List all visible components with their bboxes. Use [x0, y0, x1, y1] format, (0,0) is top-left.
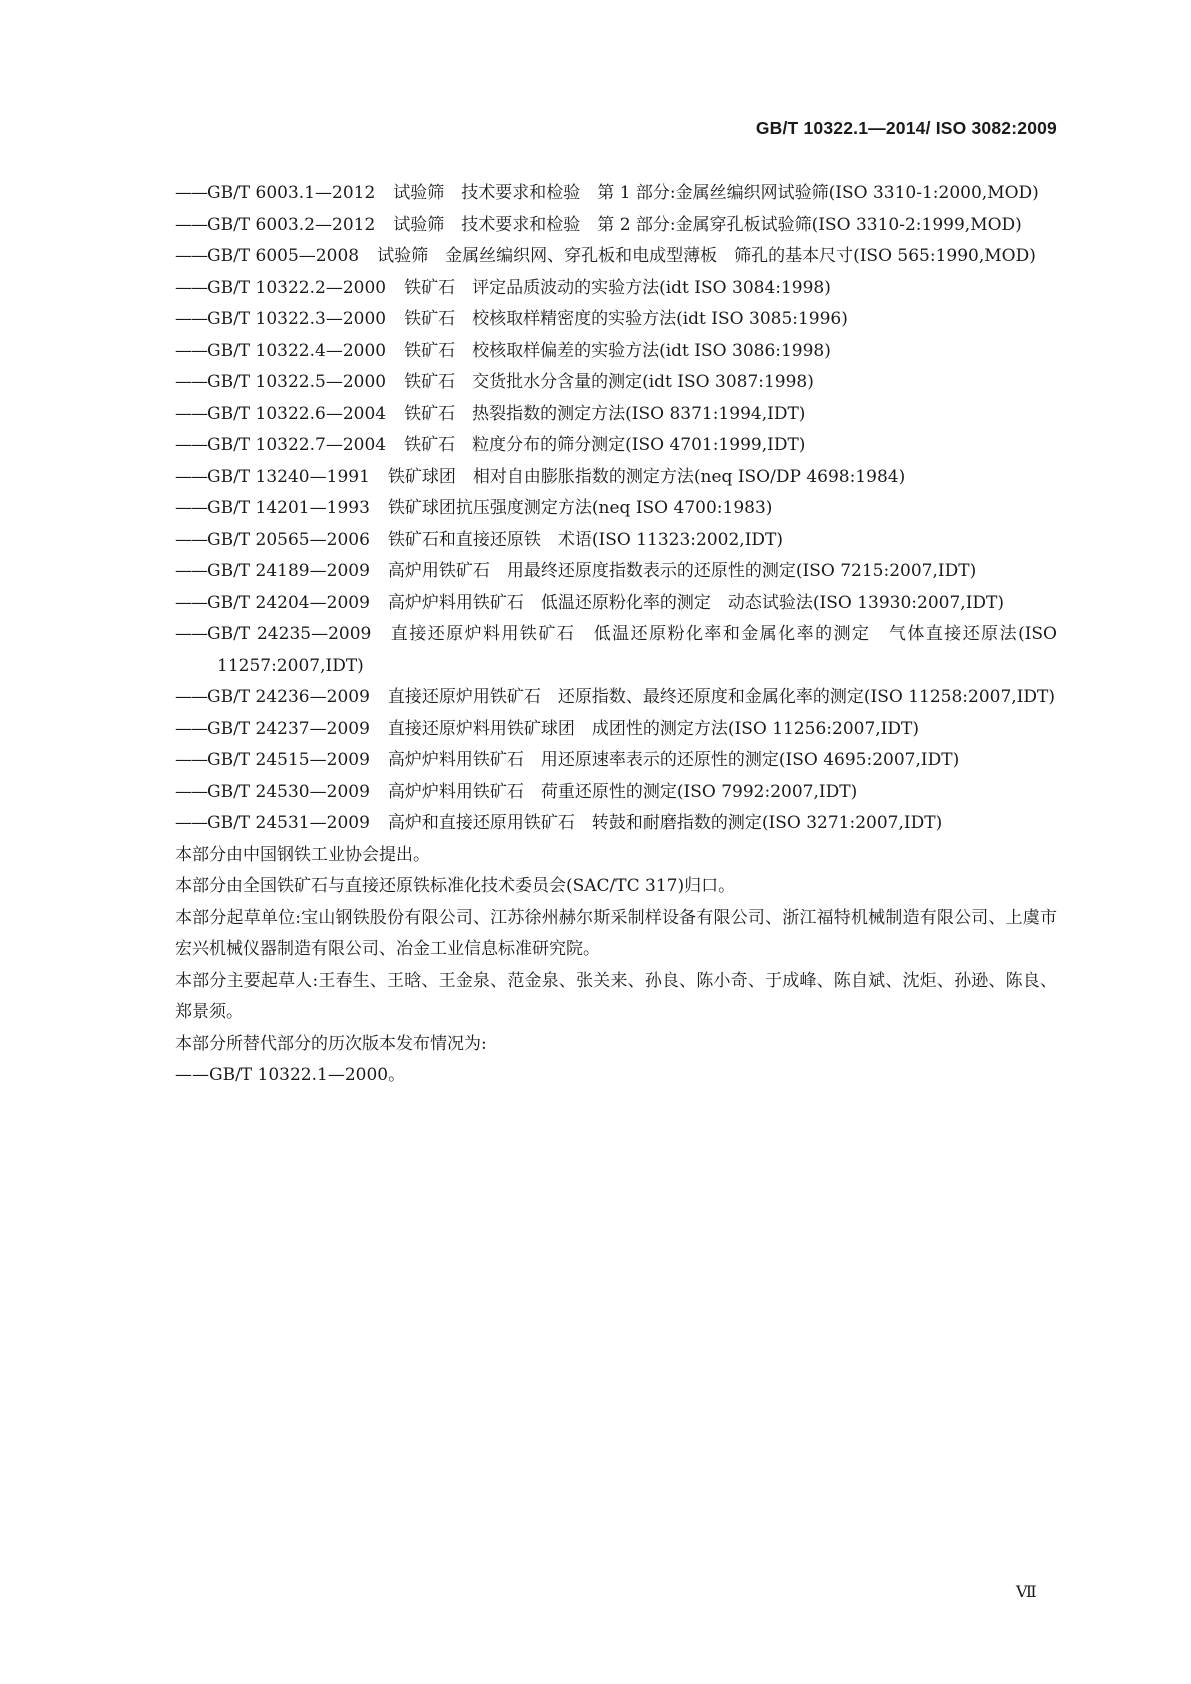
reference-code: GB/T 10322.7—2004 [207, 435, 387, 455]
reference-code: GB/T 24530—2009 [207, 781, 370, 802]
reference-code: GB/T 14201—1993 [207, 498, 370, 518]
reference-item [175, 367, 1057, 399]
reference-title: 直接还原炉用铁矿石 还原指数、最终还原度和金属化率的测定(ISO 11258:2007,IDT) [387, 687, 1056, 707]
reference-code: GB/T 24235—2009 [207, 624, 372, 644]
reference-title: 铁矿球团抗压强度测定方法(neq ISO 4700:1983) [387, 498, 773, 518]
reference-code: GB/T 20565—2006 [207, 529, 370, 550]
reference-code: GB/T 24531—2009 [207, 813, 370, 833]
reference-dash: —— [175, 372, 207, 392]
reference-code: GB/T 10322.5—2000 [207, 372, 387, 392]
reference-code: GB/T 6003.1—2012 [207, 183, 376, 203]
reference-item [175, 493, 1057, 525]
reference-item [175, 399, 1057, 431]
paragraph-proposer: 本部分由中国钢铁工业协会提出。 [175, 844, 430, 865]
reference-item [175, 273, 1057, 305]
reference-item [175, 682, 1057, 714]
reference-item [175, 556, 1057, 588]
reference-code: GB/T 6005—2008 [207, 246, 360, 266]
reference-title: 直接还原炉料用铁矿石 低温还原粉化率和金属化率的测定 气体直接还原法(ISO 11257:2007,IDT) [217, 624, 1057, 676]
reference-item [175, 714, 1057, 746]
reference-item [175, 304, 1057, 336]
paragraph-centralized: 本部分由全国铁矿石与直接还原铁标准化技术委员会(SAC/TC 317)归口。 [175, 876, 736, 896]
reference-dash: —— [175, 561, 207, 581]
reference-item [175, 462, 1057, 494]
reference-title: 铁矿石 交货批水分含量的测定(idt ISO 3087:1998) [404, 372, 814, 392]
reference-dash: —— [175, 529, 207, 550]
document-body [175, 178, 1057, 1092]
reference-title: 高炉炉料用铁矿石 低温还原粉化率的测定 动态试验法(ISO 13930:2007,IDT) [387, 592, 1005, 613]
reference-code: GB/T 24237—2009 [207, 718, 370, 739]
reference-item [175, 241, 1057, 273]
reference-list [175, 178, 1057, 840]
reference-code: GB/T 10322.3—2000 [207, 309, 387, 329]
reference-dash: —— [175, 435, 207, 455]
reference-title: 直接还原炉料用铁矿球团 成团性的测定方法(ISO 11256:2007,IDT) [387, 718, 920, 739]
reference-dash: —— [175, 750, 207, 770]
reference-item [175, 619, 1057, 682]
page-number: Ⅶ [1016, 1582, 1037, 1601]
reference-code: GB/T 24204—2009 [207, 592, 370, 613]
reference-title: 试验筛 技术要求和检验 第 1 部分:金属丝编织网试验筛(ISO 3310-1:2000,MOD) [393, 183, 1039, 203]
reference-title: 试验筛 金属丝编织网、穿孔板和电成型薄板 筛孔的基本尺寸(ISO 565:1990,MOD) [377, 246, 1036, 266]
reference-dash: —— [175, 277, 207, 298]
reference-code: GB/T 10322.4—2000 [207, 340, 387, 361]
reference-title: 铁矿球团 相对自由膨胀指数的测定方法(neq ISO/DP 4698:1984) [387, 466, 906, 487]
reference-dash: —— [175, 246, 207, 266]
reference-code: GB/T 24515—2009 [207, 750, 370, 770]
reference-dash: —— [175, 183, 207, 203]
reference-title: 试验筛 技术要求和检验 第 2 部分:金属穿孔板试验筛(ISO 3310-2:1999,MOD) [393, 214, 1022, 235]
reference-title: 高炉用铁矿石 用最终还原度指数表示的还原性的测定(ISO 7215:2007,IDT) [387, 561, 977, 581]
paragraph-history-intro: 本部分所替代部分的历次版本发布情况为: [175, 1033, 487, 1054]
reference-title: 高炉炉料用铁矿石 荷重还原性的测定(ISO 7992:2007,IDT) [387, 781, 858, 802]
reference-title: 高炉炉料用铁矿石 用还原速率表示的还原性的测定(ISO 4695:2007,IDT) [387, 750, 960, 770]
reference-item [175, 777, 1057, 809]
reference-dash: —— [175, 403, 207, 424]
reference-title: 铁矿石 粒度分布的筛分测定(ISO 4701:1999,IDT) [404, 435, 806, 455]
reference-dash: —— [175, 498, 207, 518]
reference-dash: —— [175, 781, 207, 802]
reference-title: 铁矿石 热裂指数的测定方法(ISO 8371:1994,IDT) [404, 403, 806, 424]
reference-code: GB/T 24236—2009 [207, 687, 370, 707]
reference-item [175, 808, 1057, 840]
paragraph-drafting-units: 本部分起草单位:宝山钢铁股份有限公司、江苏徐州赫尔斯采制样设备有限公司、浙江福特机械制造有限公司、上虞市宏兴机械仪器制造有限公司、冶金工业信息标准研究院。 [175, 907, 1057, 959]
reference-item [175, 588, 1057, 620]
reference-dash: —— [175, 592, 207, 613]
reference-title: 铁矿石 校核取样偏差的实验方法(idt ISO 3086:1998) [404, 340, 831, 361]
reference-dash: —— [175, 309, 207, 329]
reference-title: 铁矿石 校核取样精密度的实验方法(idt ISO 3085:1996) [404, 309, 848, 329]
reference-dash: —— [175, 214, 207, 235]
reference-title: 铁矿石和直接还原铁 术语(ISO 11323:2002,IDT) [387, 529, 784, 550]
reference-dash: —— [175, 718, 207, 739]
standard-header: GB/T 10322.1—2014/ ISO 3082:2009 [755, 118, 1057, 138]
history-item: ——GB/T 10322.1—2000。 [175, 1065, 406, 1085]
reference-dash: —— [175, 466, 207, 487]
reference-item [175, 525, 1057, 557]
reference-item [175, 210, 1057, 242]
reference-code: GB/T 13240—1991 [207, 466, 370, 487]
reference-title: 高炉和直接还原用铁矿石 转鼓和耐磨指数的测定(ISO 3271:2007,IDT) [387, 813, 943, 833]
reference-item [175, 430, 1057, 462]
reference-title: 铁矿石 评定品质波动的实验方法(idt ISO 3084:1998) [404, 277, 831, 298]
reference-item [175, 745, 1057, 777]
reference-dash: —— [175, 340, 207, 361]
reference-code: GB/T 10322.2—2000 [207, 277, 387, 298]
paragraph-drafters: 本部分主要起草人:王春生、王晗、王金泉、范金泉、张关来、孙良、陈小奇、于成峰、陈自斌、沈炬、孙逊、陈良、郑景须。 [175, 970, 1057, 1022]
reference-item [175, 336, 1057, 368]
reference-code: GB/T 24189—2009 [207, 561, 370, 581]
reference-dash: —— [175, 624, 207, 644]
reference-dash: —— [175, 687, 207, 707]
reference-code: GB/T 10322.6—2004 [207, 403, 387, 424]
reference-item [175, 178, 1057, 210]
reference-dash: —— [175, 813, 207, 833]
reference-code: GB/T 6003.2—2012 [207, 214, 376, 235]
